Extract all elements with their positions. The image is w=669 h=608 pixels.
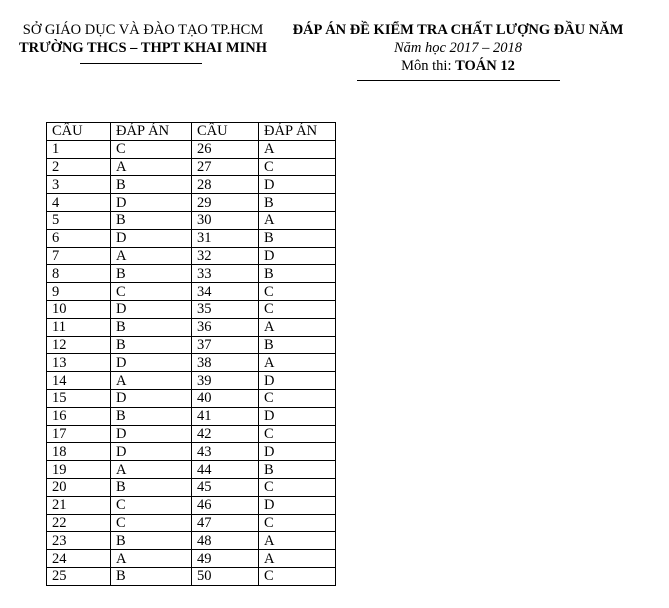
document-title: ĐÁP ÁN ĐỀ KIỂM TRA CHẤT LƯỢNG ĐẦU NĂM	[292, 22, 624, 38]
question-number-cell: 48	[192, 532, 259, 550]
subject-label: Môn thi:	[401, 58, 452, 74]
table-row	[47, 247, 336, 265]
answer-cell: A	[111, 372, 192, 390]
question-number-cell: 43	[192, 443, 259, 461]
question-number-cell: 33	[192, 265, 259, 283]
question-number-cell: 3	[47, 176, 111, 194]
answer-cell: C	[259, 389, 336, 407]
question-number-cell: 36	[192, 318, 259, 336]
question-number-cell: 10	[47, 300, 111, 318]
answer-cell: B	[111, 567, 192, 585]
table-row	[47, 211, 336, 229]
table-row	[47, 567, 336, 585]
question-number-cell: 20	[47, 478, 111, 496]
question-number-cell: 47	[192, 514, 259, 532]
answer-cell: B	[259, 229, 336, 247]
answer-cell: C	[259, 283, 336, 301]
question-number-cell: 2	[47, 158, 111, 176]
answer-cell: C	[259, 158, 336, 176]
table-row	[47, 372, 336, 390]
answer-cell: C	[259, 425, 336, 443]
table-row	[47, 532, 336, 550]
table-row	[47, 425, 336, 443]
question-number-cell: 11	[47, 318, 111, 336]
answer-cell: C	[259, 478, 336, 496]
answer-cell: B	[111, 318, 192, 336]
table-row	[47, 265, 336, 283]
answer-cell: C	[111, 496, 192, 514]
question-number-cell: 42	[192, 425, 259, 443]
answer-cell: D	[111, 389, 192, 407]
answer-cell: D	[111, 229, 192, 247]
answer-cell: B	[259, 461, 336, 479]
answer-cell: B	[111, 265, 192, 283]
school-name: TRƯỜNG THCS – THPT KHAI MINH	[18, 40, 267, 56]
answer-cell: C	[111, 514, 192, 532]
answer-cell: A	[259, 140, 336, 158]
answer-cell: D	[111, 425, 192, 443]
question-number-cell: 23	[47, 532, 111, 550]
column-header: CÂU	[192, 123, 259, 141]
question-number-cell: 30	[192, 211, 259, 229]
table-row	[47, 300, 336, 318]
answer-cell: B	[111, 478, 192, 496]
question-number-cell: 32	[192, 247, 259, 265]
question-number-cell: 9	[47, 283, 111, 301]
answer-cell: C	[111, 283, 192, 301]
department-name: SỞ GIÁO DỤC VÀ ĐÀO TẠO TP.HCM	[22, 22, 264, 38]
department-header	[0, 21, 286, 57]
question-number-cell: 7	[47, 247, 111, 265]
answer-cell: D	[259, 407, 336, 425]
answer-cell: C	[259, 567, 336, 585]
column-header: CÂU	[47, 123, 111, 141]
question-number-cell: 40	[192, 389, 259, 407]
answer-cell: B	[111, 211, 192, 229]
question-number-cell: 1	[47, 140, 111, 158]
answer-cell: B	[111, 336, 192, 354]
answer-cell: A	[259, 532, 336, 550]
table-row	[47, 496, 336, 514]
question-number-cell: 14	[47, 372, 111, 390]
question-number-cell: 25	[47, 567, 111, 585]
question-number-cell: 38	[192, 354, 259, 372]
header-right-underline	[357, 80, 560, 81]
answer-cell: A	[259, 318, 336, 336]
answer-cell: D	[111, 300, 192, 318]
answer-cell: A	[259, 354, 336, 372]
table-row	[47, 354, 336, 372]
table-row	[47, 478, 336, 496]
column-header: ĐÁP ÁN	[259, 123, 336, 141]
question-number-cell: 44	[192, 461, 259, 479]
answer-cell: D	[259, 496, 336, 514]
question-number-cell: 15	[47, 389, 111, 407]
table-row	[47, 389, 336, 407]
answer-cell: D	[259, 372, 336, 390]
answer-cell: A	[259, 550, 336, 568]
question-number-cell: 50	[192, 567, 259, 585]
question-number-cell: 12	[47, 336, 111, 354]
exam-header	[272, 21, 644, 75]
answer-key-table	[46, 122, 336, 586]
answer-cell: B	[259, 336, 336, 354]
answer-cell: B	[111, 176, 192, 194]
answer-cell: A	[111, 158, 192, 176]
question-number-cell: 16	[47, 407, 111, 425]
table-row	[47, 318, 336, 336]
table-row	[47, 461, 336, 479]
answer-cell: B	[259, 265, 336, 283]
table-row	[47, 158, 336, 176]
header-left-underline	[80, 63, 202, 64]
question-number-cell: 19	[47, 461, 111, 479]
question-number-cell: 28	[192, 176, 259, 194]
question-number-cell: 37	[192, 336, 259, 354]
question-number-cell: 27	[192, 158, 259, 176]
answer-cell: A	[111, 247, 192, 265]
question-number-cell: 17	[47, 425, 111, 443]
question-number-cell: 4	[47, 194, 111, 212]
question-number-cell: 8	[47, 265, 111, 283]
question-number-cell: 6	[47, 229, 111, 247]
answer-cell: D	[259, 247, 336, 265]
table-row	[47, 283, 336, 301]
table-row	[47, 514, 336, 532]
table-row	[47, 140, 336, 158]
table-row	[47, 194, 336, 212]
question-number-cell: 21	[47, 496, 111, 514]
question-number-cell: 35	[192, 300, 259, 318]
table-row	[47, 407, 336, 425]
question-number-cell: 24	[47, 550, 111, 568]
table-row	[47, 229, 336, 247]
answer-cell: D	[259, 176, 336, 194]
question-number-cell: 39	[192, 372, 259, 390]
answer-cell: C	[111, 140, 192, 158]
question-number-cell: 31	[192, 229, 259, 247]
table-header-row	[47, 123, 336, 141]
question-number-cell: 22	[47, 514, 111, 532]
question-number-cell: 13	[47, 354, 111, 372]
answer-cell: A	[111, 550, 192, 568]
answer-cell: B	[111, 532, 192, 550]
answer-cell: D	[111, 194, 192, 212]
table-row	[47, 176, 336, 194]
answer-cell: D	[111, 443, 192, 461]
answer-cell: B	[259, 194, 336, 212]
school-year: Năm học 2017 – 2018	[393, 40, 523, 56]
question-number-cell: 29	[192, 194, 259, 212]
question-number-cell: 49	[192, 550, 259, 568]
table-row	[47, 550, 336, 568]
subject-name: TOÁN 12	[455, 58, 515, 74]
table-row	[47, 336, 336, 354]
answer-cell: B	[111, 407, 192, 425]
answer-cell: A	[111, 461, 192, 479]
answer-rows	[47, 140, 336, 585]
question-number-cell: 18	[47, 443, 111, 461]
answer-cell: C	[259, 514, 336, 532]
question-number-cell: 5	[47, 211, 111, 229]
question-number-cell: 46	[192, 496, 259, 514]
answer-cell: D	[259, 443, 336, 461]
question-number-cell: 26	[192, 140, 259, 158]
column-header: ĐÁP ÁN	[111, 123, 192, 141]
table-row	[47, 443, 336, 461]
question-number-cell: 45	[192, 478, 259, 496]
answer-cell: D	[111, 354, 192, 372]
subject-line	[272, 57, 644, 75]
question-number-cell: 34	[192, 283, 259, 301]
answer-cell: A	[259, 211, 336, 229]
answer-cell: C	[259, 300, 336, 318]
question-number-cell: 41	[192, 407, 259, 425]
